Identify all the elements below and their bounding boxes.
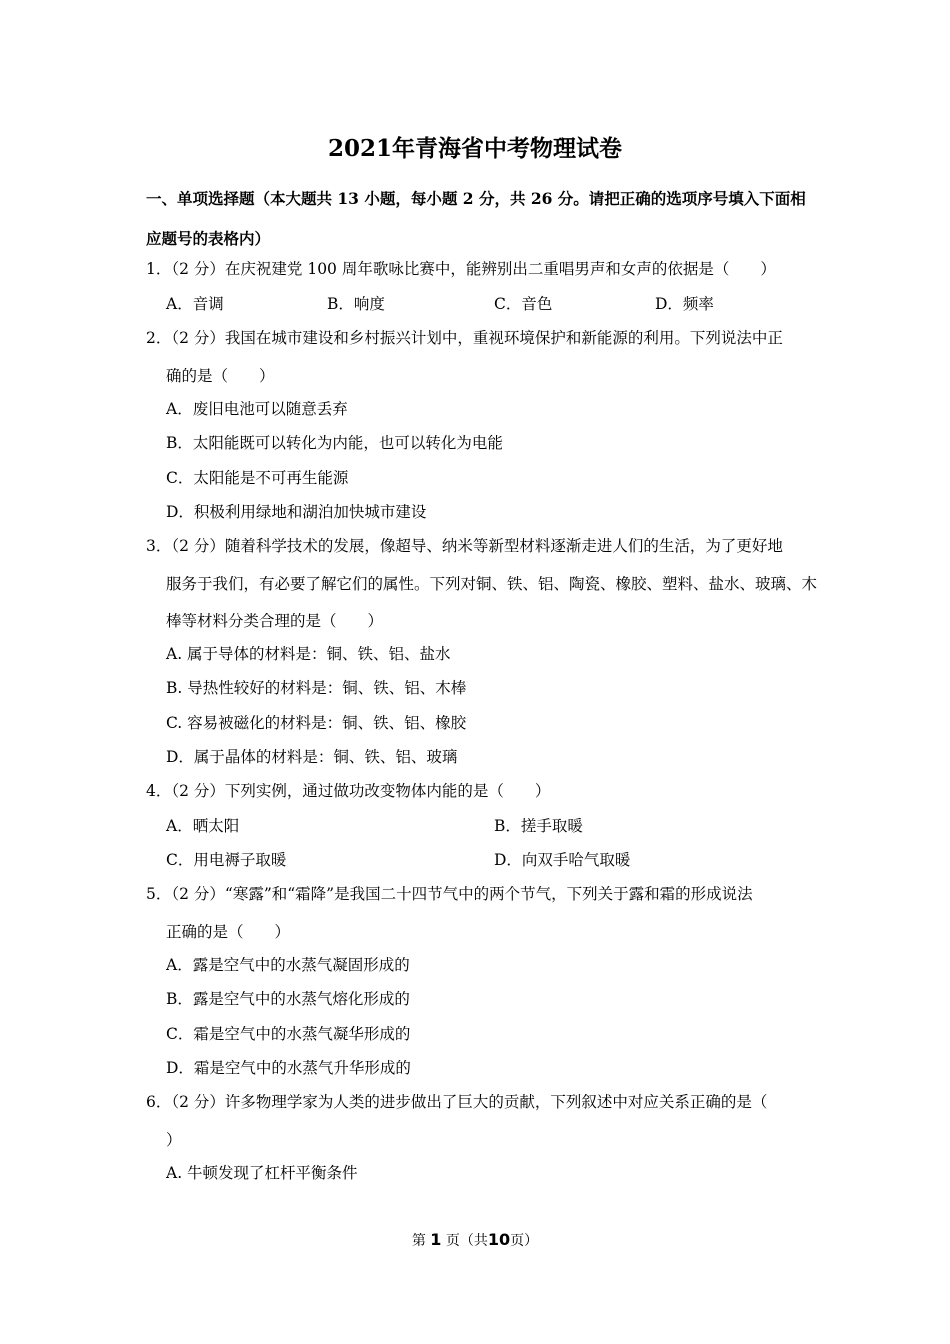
question-3-option-c: C. 容易被磁化的材料是：铜、铁、铝、橡胶 bbox=[166, 714, 467, 732]
question-3-option-a: A. 属于导体的材料是：铜、铁、铝、盐水 bbox=[166, 645, 451, 663]
question-5-stem-line-1: 5．（2 分）“寒露”和“霜降”是我国二十四节气中的两个节气，下列关于露和霜的形成说法 bbox=[146, 885, 753, 903]
question-5-option-b: B．露是空气中的水蒸气熔化形成的 bbox=[166, 990, 410, 1008]
page-title: 2021年青海省中考物理试卷 bbox=[327, 135, 622, 162]
question-6-stem-line-1: 6．（2 分）许多物理学家为人类的进步做出了巨大的贡献，下列叙述中对应关系正确的是（ bbox=[146, 1093, 768, 1111]
question-4-option-b: B．搓手取暖 bbox=[494, 817, 583, 835]
footer-suffix: 页） bbox=[510, 1233, 539, 1249]
page-footer bbox=[0, 1228, 950, 1253]
question-3-stem-line-2: 服务于我们，有必要了解它们的属性。下列对铜、铁、铝、陶瓷、橡胶、塑料、盐水、玻璃、木 bbox=[166, 575, 818, 593]
question-1-stem: 1．（2 分）在庆祝建党 100 周年歌咏比赛中，能辨别出二重唱男声和女声的依据是（ ） bbox=[146, 260, 776, 278]
question-2-option-a: A．废旧电池可以随意丢弃 bbox=[166, 400, 348, 418]
question-2-stem-line-1: 2．（2 分）我国在城市建设和乡村振兴计划中，重视环境保护和新能源的利用。下列说法中正 bbox=[146, 329, 783, 347]
question-4-option-c: C．用电褥子取暖 bbox=[166, 851, 287, 869]
question-5-stem-line-2: 正确的是（ ） bbox=[166, 923, 291, 941]
question-1-option-c: C．音色 bbox=[494, 295, 553, 313]
question-3-option-d: D．属于晶体的材料是：铜、铁、铝、玻璃 bbox=[166, 748, 458, 766]
question-5-option-d: D．霜是空气中的水蒸气升华形成的 bbox=[166, 1059, 411, 1077]
question-1-option-b: B．响度 bbox=[327, 295, 385, 313]
question-3-stem-line-1: 3．（2 分）随着科学技术的发展，像超导、纳米等新型材料逐渐走进人们的生活，为了更好地 bbox=[146, 537, 783, 555]
question-2-stem-line-2: 确的是（ ） bbox=[166, 367, 275, 385]
question-2-option-d: D．积极利用绿地和湖泊加快城市建设 bbox=[166, 503, 427, 521]
question-6-stem-line-2: ） bbox=[166, 1131, 182, 1149]
question-3-option-b: B. 导热性较好的材料是：铜、铁、铝、木棒 bbox=[166, 679, 467, 697]
question-2-option-c: C．太阳能是不可再生能源 bbox=[166, 469, 349, 487]
footer-total-pages: 10 bbox=[487, 1230, 511, 1249]
footer-prefix: 第 bbox=[411, 1233, 426, 1249]
question-1-option-d: D．频率 bbox=[655, 295, 714, 313]
question-4-option-a: A．晒太阳 bbox=[166, 817, 240, 835]
section-heading-line-2: 应题号的表格内） bbox=[146, 229, 271, 248]
footer-page-number: 1 bbox=[430, 1230, 442, 1249]
question-3-stem-line-3: 棒等材料分类合理的是（ ） bbox=[166, 612, 384, 630]
question-5-option-c: C．霜是空气中的水蒸气凝华形成的 bbox=[166, 1025, 411, 1043]
question-4-option-d: D．向双手哈气取暖 bbox=[494, 851, 631, 869]
footer-middle: 页（共 bbox=[445, 1233, 488, 1249]
question-6-option-a: A. 牛顿发现了杠杆平衡条件 bbox=[166, 1164, 358, 1182]
section-heading-line-1: 一、单项选择题（本大题共 13 小题，每小题 2 分，共 26 分。请把正确的选项序号填入下面相 bbox=[146, 189, 806, 208]
question-2-option-b: B．太阳能既可以转化为内能，也可以转化为电能 bbox=[166, 434, 503, 452]
question-4-stem: 4．（2 分）下列实例，通过做功改变物体内能的是（ ） bbox=[146, 782, 551, 800]
question-1-option-a: A．音调 bbox=[166, 295, 224, 313]
question-5-option-a: A．露是空气中的水蒸气凝固形成的 bbox=[166, 956, 410, 974]
